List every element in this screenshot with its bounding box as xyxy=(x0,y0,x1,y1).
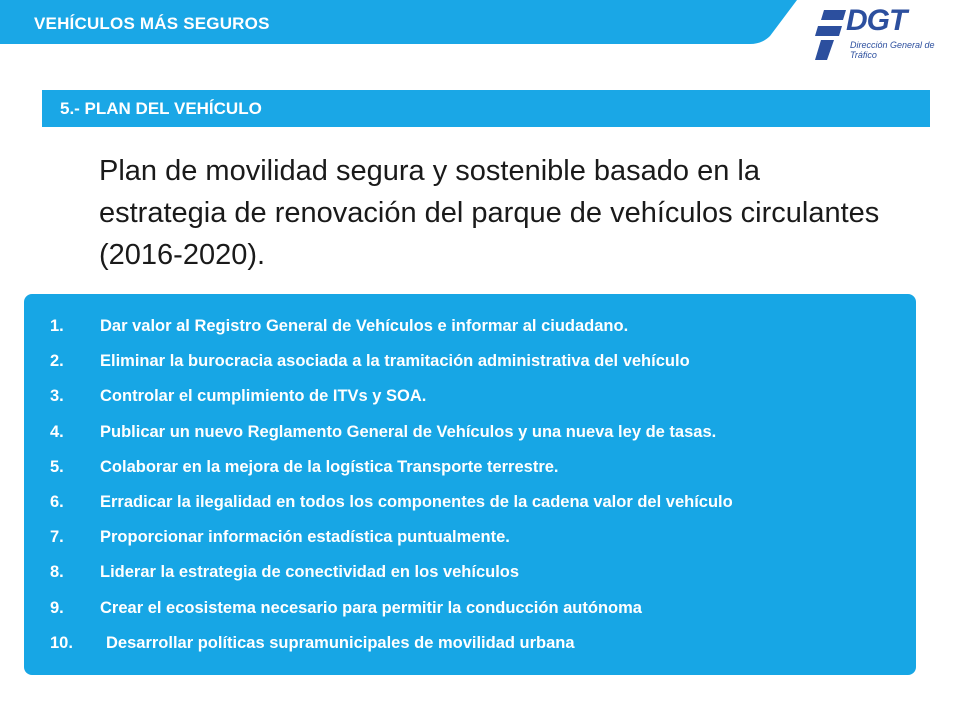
list-item xyxy=(24,560,916,595)
list-item xyxy=(24,349,916,384)
list-item-text: Desarrollar políticas supramunicipales de movilidad urbana xyxy=(106,633,575,652)
header-title: VEHÍCULOS MÁS SEGUROS xyxy=(34,14,270,33)
list-item-text: Liderar la estrategia de conectividad en los vehículos xyxy=(100,563,520,582)
list-item-number: 8. xyxy=(50,563,64,582)
list-item-text: Controlar el cumplimiento de ITVs y SOA. xyxy=(100,387,427,406)
list-item-number: 9. xyxy=(50,598,64,617)
logo-subtitle: Dirección General de Tráfico xyxy=(850,40,935,60)
list-item-text: Colaborar en la mejora de la logística Transporte terrestre. xyxy=(100,457,559,476)
list-item-number: 7. xyxy=(50,528,64,547)
list-item xyxy=(24,525,916,560)
list-item xyxy=(24,420,916,455)
list-item-text: Erradicar la ilegalidad en todos los componentes de la cadena valor del vehículo xyxy=(100,492,733,511)
list-item-text: Crear el ecosistema necesario para permitir la conducción autónoma xyxy=(100,598,642,617)
list-item-number: 1. xyxy=(50,317,64,335)
list-item-number: 3. xyxy=(50,387,64,406)
list-item-number: 6. xyxy=(50,492,64,511)
section-bar xyxy=(42,90,930,127)
list-item-number: 2. xyxy=(50,352,64,371)
list-item-text: Eliminar la burocracia asociada a la tramitación administrativa del vehículo xyxy=(100,352,690,371)
dgt-logo xyxy=(812,6,942,62)
list-item xyxy=(24,455,916,490)
list-item-number: 5. xyxy=(50,457,64,476)
list-item xyxy=(24,490,916,525)
logo-name: DGT xyxy=(846,4,907,37)
list-item xyxy=(24,596,916,631)
list-item-text: Publicar un nuevo Reglamento General de Vehículos y una nueva ley de tasas. xyxy=(100,422,717,441)
list-item-text: Proporcionar información estadística puntualmente. xyxy=(100,528,510,547)
objectives-list xyxy=(24,314,916,666)
list-item xyxy=(24,384,916,419)
objectives-panel xyxy=(24,294,916,675)
list-item-text: Dar valor al Registro General de Vehículos e informar al ciudadano. xyxy=(100,317,629,335)
list-item-number: 4. xyxy=(50,422,64,441)
intro-text: Plan de movilidad segura y sostenible basado en la estrategia de renovación del parque de vehículos circulantes (2016-2020). xyxy=(99,155,880,271)
list-item-number: 10. xyxy=(50,633,73,652)
list-item xyxy=(24,314,916,349)
list-item xyxy=(24,631,916,666)
section-title: 5.- PLAN DEL VEHÍCULO xyxy=(60,99,262,118)
